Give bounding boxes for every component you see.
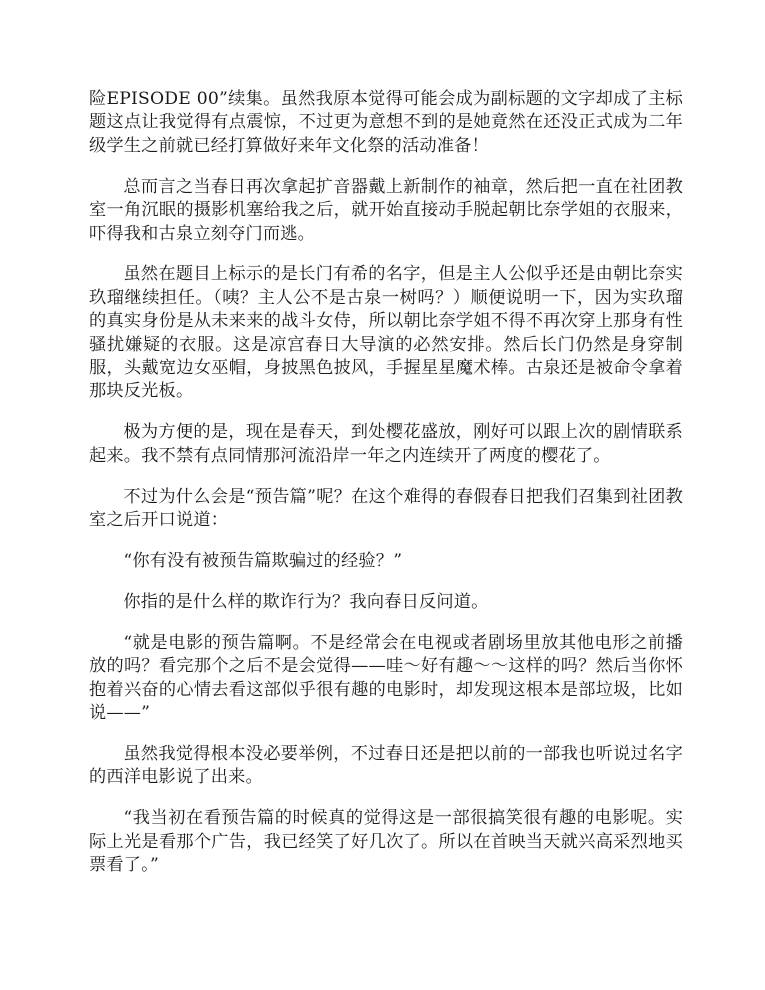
paragraph-10: “我当初在看预告篇的时候真的觉得这是一部很搞笑很有趣的电影呢。实际上光是看那个广告，我已经笑了好几次了。所以在首映当天就兴高采烈地买票看了。” [89, 808, 683, 876]
paragraph-6: “你有没有被预告篇欺骗过的经验？” [123, 551, 403, 571]
paragraph-3: 虽然在题目上标示的是长门有希的名字，但是主人公似乎还是由朝比奈实玖瑠继续担任。（咦？主人公不是古泉一树吗？）顺便说明一下，因为实玖瑠的真实身份是从未来来的战斗女侍，所以朝比奈学姐不得不再次穿上那身有性骚扰嫌疑的衣服。这是凉宫春日大导演的必然安排。然后长门仍然是身穿制服，头戴宽边女巫帽，身披黑色披风，手握星星魔术棒。古泉还是被命令拿着那块反光板。 [89, 264, 683, 402]
paragraph-9: 虽然我觉得根本没必要举例，不过春日还是把以前的一部我也听说过名字的西洋电影说了出来。 [89, 743, 683, 788]
paragraph-5: 不过为什么会是“预告篇”呢？在这个难得的春假春日把我们召集到社团教室之后开口说道： [89, 486, 683, 531]
paragraph-7: 你指的是什么样的欺诈行为？我向春日反问道。 [123, 591, 489, 612]
paragraph-8: “就是电影的预告篇啊。不是经常会在电视或者剧场里放其他电形之前播放的吗？看完那个之后不是会觉得——哇～好有趣～～这样的吗？然后当你怀抱着兴奋的心情去看这部似乎很有趣的电影时，却发现这根本是部垃圾，比如说——” [89, 632, 683, 724]
paragraph-4: 极为方便的是，现在是春天，到处樱花盛放，刚好可以跟上次的剧情联系起来。我不禁有点同情那河流沿岸一年之内连续开了两度的樱花了。 [89, 422, 683, 466]
document-page [89, 88, 683, 895]
paragraph-2: 总而言之当春日再次拿起扩音器戴上新制作的袖章，然后把一直在社团教室一角沉眠的摄影机塞给我之后，就开始直接动手脱起朝比奈学姐的衣服来，吓得我和古泉立刻夺门而逃。 [89, 176, 683, 244]
paragraph-1: 险EPISODE 00”续集。虽然我原本觉得可能会成为副标题的文字却成了主标题这点让我觉得有点震惊，不过更为意想不到的是她竟然在还没正式成为二年级学生之前就已经打算做好来年文化祭的活动准备！ [89, 89, 683, 156]
